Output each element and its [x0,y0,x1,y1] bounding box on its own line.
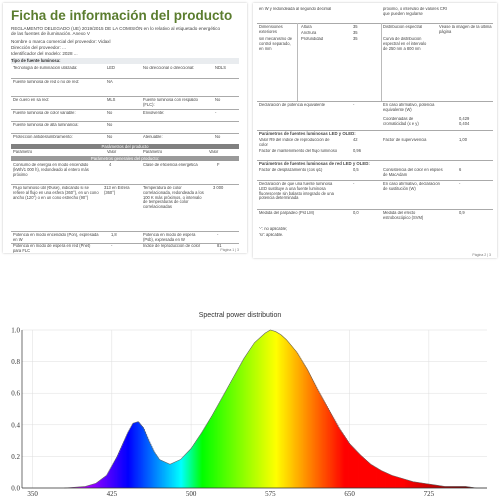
mains-parameters-header: Parámetros de fuentes luminosas de red LED y OLED: [259,161,370,166]
led-row-value-2: 1,00 [459,138,467,142]
page-title: Ficha de información del producto [11,8,233,23]
row-label-2: Atenuable: [143,135,163,139]
row-label: De cuero en sa red: [13,98,49,102]
param-header: Parámetro [13,150,33,154]
chromaticity-y: 0,404 [459,122,470,126]
y-tick-label: 1.0 [11,326,20,335]
dim-value: 35 [353,31,358,35]
mains-row-value-2: 6 [459,168,462,172]
dim-label: Profundidad [301,37,324,41]
row-divider [11,121,239,122]
intro-line-2: de las fuentes de iluminación. Anexo V [11,31,90,36]
mains-row-label-2: Medida del efecto estroboscópico (SVM) [383,211,424,220]
row-divider [11,133,239,134]
y-tick-label: 0.8 [11,358,20,367]
dim-value: 35 [353,25,358,29]
row-divider [11,96,239,97]
row-value-2: No [215,135,221,139]
row-value-2: No [215,98,221,102]
row-label: Fuente luminosa de red o no de red: [13,80,79,84]
continued-text-right: próximo, o intervalo de valores CRI que pueden regularse [383,7,447,16]
param-value-2: - [217,233,219,237]
dim-label: Altura [301,25,312,29]
mains-row-label: Medida del parpadeo (Pst LM) [259,211,315,215]
value-header-2: Valor [209,150,219,154]
spectral-label: Distribución espectral [383,25,423,29]
led-row-label: Factor de mantenimiento del flujo luminoso [259,149,338,153]
dimensions-note: sin mecanismo de control separado, en mm [259,37,292,51]
equivalent-power-value: - [353,103,355,107]
row-value-2: - [215,111,217,115]
equivalent-power-label-2: En caso afirmativo, potencia equivalente (W) [383,103,435,112]
led-row-label: Valor R9 del índice de reproducción de color [259,138,330,147]
column-divider [381,23,382,101]
param-value: 4 [109,163,112,167]
param-label: Flujo luminoso útil (Φuse), indicando si se refiere al flujo en una esfera (360°), en un cono ancho (120°) o en un cono estrecho (90°) [13,186,99,200]
general-parameters-bar: Parámetros generales del producto: [11,156,239,161]
row-divider [11,109,239,110]
row-label: Protección antideslumbramiento: [13,135,73,139]
document-page-1 [3,3,247,253]
param-value: 313 en Esfera (360°) [104,186,130,195]
row-value: MLS [107,98,116,102]
row-label: Tecnología de iluminación utilizada: [13,66,78,70]
row-divider [11,231,239,232]
mains-row-label-2: En caso afirmativo, declaración de sustitución (W) [383,182,440,191]
param-label-2: Temperatura de color correlacionada, redondeada a los 100 K más próximos, o intervalo de temperaturas de color correlacionadas [143,186,204,210]
param-value-2: 81 [217,244,222,248]
row-divider [257,101,493,102]
led-row-label-2: Factor de supervivencia [383,138,427,142]
param-label-2: Índice de reproducción de color [143,244,201,248]
footnote: 'sí': aplicable. [259,233,284,237]
row-label: Fuente luminosa de alta luminancia: [13,123,79,127]
column-divider [297,23,298,101]
supplier-address: Dirección del proveedor: ... [11,45,66,50]
param-label-2: Clase de eficiencia energética [143,163,198,167]
row-value-2: NDLS [215,66,226,70]
row-label-2: Envolvente: [143,111,165,115]
y-tick-label: 0.0 [11,484,20,493]
row-divider [257,23,493,24]
param-header-2: Parámetro [143,150,163,154]
y-tick-label: 0.2 [11,452,20,461]
light-source-type-header: Tipo de fuente luminosa: [11,58,239,64]
row-divider [257,180,493,181]
param-label: Potencia en modo encendido (Pon), expresada en W [13,233,99,242]
y-tick-label: 0.6 [11,389,20,398]
x-tick-label: 500 [185,490,197,498]
mains-row-value-2: - [459,182,461,186]
param-value: - [111,244,113,248]
param-value: 1,8 [111,233,117,237]
intro-line-1: REGLAMENTO DELEGADO (UE) 2019/2015 DE LA COMISIÓN en lo relativo al etiquetado energético [11,26,221,31]
spectrum-area [64,330,477,488]
dim-label: Anchura [301,31,317,35]
mains-row-value: 0,5 [353,168,359,172]
continued-text-left: en W y redondeada al segundo decimal [259,7,332,11]
row-label-2: No direccional o direccional: [143,66,195,70]
dimensions-label: Dimensiones exteriores [259,25,283,34]
x-tick-label: 575 [265,490,276,498]
mains-row-value-2: 0,9 [459,211,465,215]
x-tick-label: 350 [27,490,38,498]
row-divider [257,209,493,210]
x-tick-label: 425 [106,490,118,498]
value-header: Valor [107,150,117,154]
spectral-note: Curva de distribución espectral en el intervalo de 250 nm a 800 nm [383,37,427,51]
mains-row-label: Declaración de que una fuente luminosa LED sustituye a una fuente luminosa fluorescente sin balasto integrado de una potencia determinada [259,182,334,201]
supplier-name: Nombre o marca comercial del proveedor: Vidaxl [11,39,111,44]
chromaticity-x: 0,429 [459,117,470,121]
param-label-2: Potencia en modo de espera (Psb), expresada en W [143,233,196,242]
row-value: LED [107,66,115,70]
row-label: Fuente luminosa de color variable: [13,111,76,115]
row-value: NA [107,80,113,84]
param-value-2: F [217,163,220,167]
led-row-value: 0,96 [353,149,361,153]
footnote: '-': no aplicable; [259,227,288,231]
x-tick-label: 725 [423,490,435,498]
mains-row-label-2: Consistencia del color en elipses de MacAdam [383,168,443,177]
chart-title: Spectral power distribution [198,312,282,319]
document-page-2 [253,3,497,258]
dim-value: 35 [353,37,358,41]
page-number: Página 2 | 3 [472,253,491,257]
spectral-chart [0,318,500,500]
model-identifier: Identificador del modelo: 2028 ... [11,51,78,56]
spectral-value: Véase la imagen de la última página [439,25,492,34]
chromaticity-label: Coordenadas de cromaticidad (x e y) [383,117,419,126]
param-value-2: 3 000 [213,186,224,190]
param-label: Potencia en modo de espera en red (Pnet) para FLC [13,244,91,253]
mains-row-value: - [353,182,355,186]
mains-row-value: 0,0 [353,211,359,215]
mains-row-label: Factor de desplazamiento (cos φ1) [259,168,323,172]
row-divider [11,184,239,185]
y-tick-label: 0.4 [11,421,20,430]
led-parameters-header: Parámetros de fuentes luminosas LED y OLED: [259,131,356,136]
page-number: Página 1 | 3 [220,248,239,252]
row-label-2: Fuente luminosa con respaldo (FLC): [143,98,198,107]
row-value: No [107,111,113,115]
product-parameters-bar: Parámetros del producto [11,144,239,149]
row-value: No [107,135,113,139]
led-row-value: 42 [353,138,358,142]
param-label: Consumo de energía en modo encendido (kWh/1 000 h), redondeado al entero más próximo [13,163,89,177]
equivalent-power-label: Declaración de potencia equivalente [259,103,325,107]
row-divider [11,78,239,79]
row-value: No [107,123,113,127]
x-tick-label: 650 [344,490,355,498]
